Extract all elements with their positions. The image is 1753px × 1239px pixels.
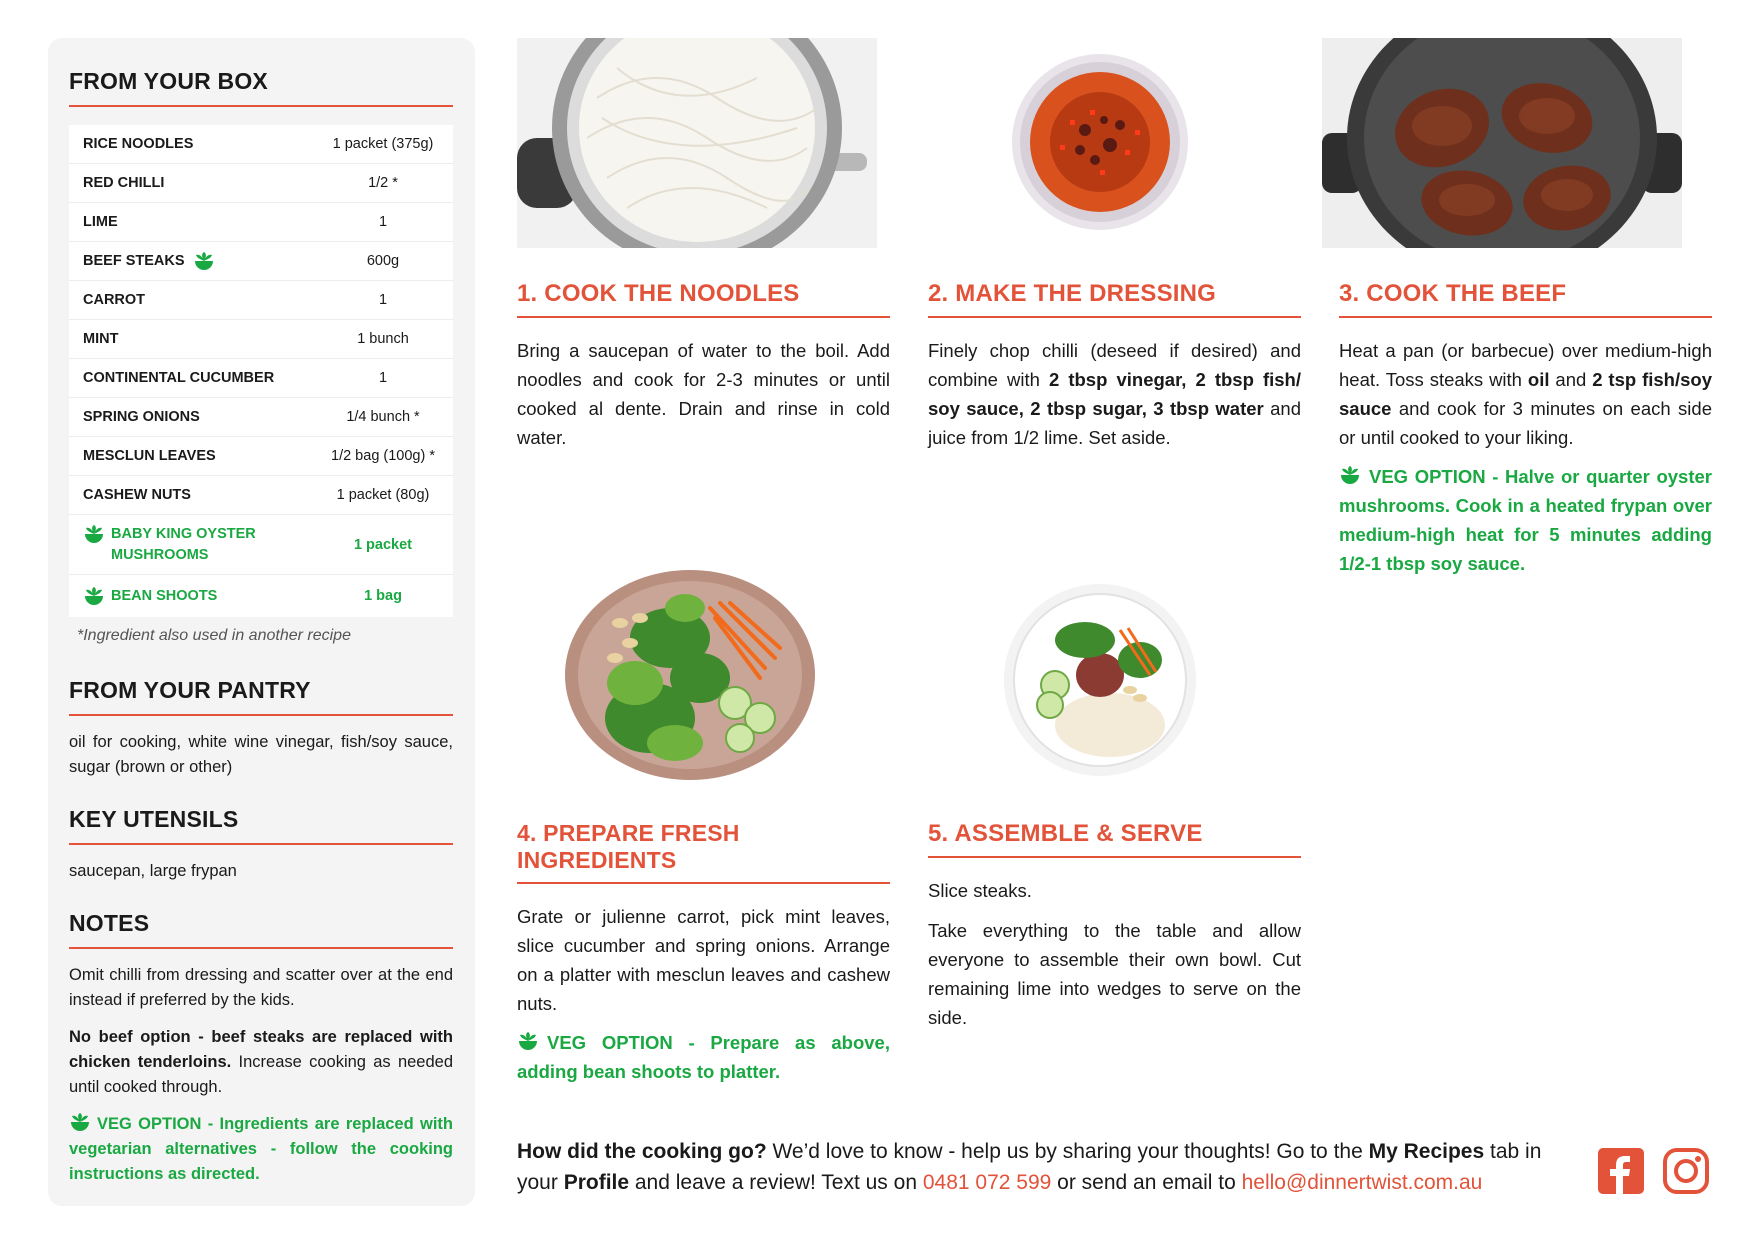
veg-leaf-icon (193, 252, 215, 270)
step-text-bold: 2 tbsp vinegar, 2 tbsp fish/ soy sauce, 2 tbsp sugar, 3 tbsp water (928, 369, 1301, 419)
phone-link[interactable]: 0481 072 599 (922, 1171, 1052, 1194)
notes-veg-option (69, 1112, 453, 1187)
pantry-text: oil for cooking, white wine vinegar, fish/soy sauce, sugar (brown or other) (69, 733, 453, 776)
notes-no-beef (69, 1025, 453, 1100)
step-text: and (1549, 369, 1593, 390)
ingredient-name-line1: BABY KING OYSTER (111, 525, 256, 542)
ingredient-name-text: BEAN SHOOTS (111, 588, 218, 604)
ingredient-row (69, 398, 453, 437)
ingredient-name: CASHEW NUTS (83, 487, 191, 503)
assembled-bowl-image (1000, 580, 1200, 780)
step-2 (928, 280, 1301, 452)
ingredient-row (69, 242, 453, 281)
footer-text: or send an email to (1051, 1171, 1242, 1194)
ingredient-name: CONTINENTAL CUCUMBER (83, 370, 275, 386)
notes-section (69, 910, 453, 1187)
utensils-heading: KEY UTENSILS (69, 806, 453, 845)
ingredient-row (69, 476, 453, 515)
footer-bold: Profile (563, 1171, 630, 1194)
ingredient-name: LIME (83, 214, 118, 230)
step-text: and cook for 3 minutes on each side or until cooked to your liking. (1339, 398, 1712, 448)
ingredient-name: RICE NOODLES (83, 136, 194, 152)
ingredient-row (69, 125, 453, 164)
facebook-icon[interactable] (1598, 1148, 1644, 1194)
ingredient-name-text (111, 524, 256, 566)
ingredient-qty: 1 packet (353, 536, 413, 553)
ingredient-row (69, 359, 453, 398)
step-body: Grate or julienne carrot, pick mint leaves, slice cucumber and spring onions. Arrange on a platter with mesclun leaves and cashew nuts. (517, 906, 890, 1014)
pantry-section (69, 677, 453, 780)
veg-leaf-icon (83, 525, 105, 543)
ingredient-name: CARROT (83, 292, 146, 308)
ingredient-qty: 1 packet (375g) (332, 136, 434, 152)
step-body (1339, 336, 1712, 452)
step-veg-option (517, 1028, 890, 1086)
ingredient-row (69, 320, 453, 359)
notes-no-beef-rest: Increase cooking as needed until cooked through. (69, 1053, 454, 1096)
footer-text: We’d love to know - help us by sharing your thoughts! Go to the (766, 1140, 1369, 1163)
ingredient-name (83, 524, 313, 566)
ingredient-row (69, 164, 453, 203)
footer-text: and leave a review! Text us on (629, 1171, 923, 1194)
ingredient-name: SPRING ONIONS (83, 409, 200, 425)
email-link[interactable]: hello@dinnertwist.com.au (1241, 1171, 1483, 1194)
ingredient-qty: 1 bunch (357, 331, 409, 347)
fresh-platter-image (560, 568, 820, 783)
step-veg-text: VEG OPTION - Prepare as above, adding bean shoots to platter. (517, 1032, 890, 1082)
ingredient-name: MINT (83, 331, 119, 347)
notes-veg-text: VEG OPTION - Ingredients are replaced with vegetarian alternatives - follow the cooking instructions as directed. (69, 1115, 453, 1183)
step-4 (517, 820, 890, 1086)
ingredient-qty: 1 packet (80g) (336, 487, 430, 503)
ingredient-footnote: *Ingredient also used in another recipe (77, 627, 351, 644)
ingredients-panel (48, 38, 475, 1206)
ingredient-row-veg (69, 515, 453, 575)
step-veg-text: VEG OPTION - Halve or quarter oyster mushrooms. Cook in a heated frypan over medium-high heat for 5 minutes adding 1/2-1 tbsp soy sauce. (1339, 466, 1712, 574)
box-heading: FROM YOUR BOX (69, 68, 453, 107)
step-body (928, 876, 1301, 1032)
ingredient-qty: 1 bag (364, 588, 402, 604)
ingredient-name-text: BEEF STEAKS (83, 253, 185, 269)
veg-leaf-icon (69, 1113, 91, 1131)
utensils-section (69, 806, 453, 884)
step-title: 2. MAKE THE DRESSING (928, 280, 1301, 318)
ingredient-qty: 1 (378, 370, 388, 386)
ingredient-qty: 1/2 bag (100g) * (331, 448, 435, 464)
utensils-text: saucepan, large frypan (69, 862, 237, 880)
step-text: Heat a pan (or barbecue) over medium-high heat. Toss steaks with (1339, 340, 1712, 390)
ingredient-qty: 1/4 bunch * (346, 409, 420, 425)
step-1 (517, 280, 890, 452)
beef-frypan-image (1322, 38, 1682, 248)
step-title: 5. ASSEMBLE & SERVE (928, 820, 1301, 858)
ingredient-qty: 1 (378, 214, 388, 230)
ingredients-table (69, 125, 453, 617)
step-body (928, 336, 1301, 452)
step-text: and juice from 1/2 lime. Set aside. (928, 398, 1301, 448)
step-title: 3. COOK THE BEEF (1339, 280, 1712, 318)
ingredient-name-line2: MUSHROOMS (111, 546, 209, 563)
ingredient-qty: 1/2 * (368, 175, 398, 191)
ingredient-name: RED CHILLI (83, 175, 165, 191)
dressing-bowl-image (1000, 50, 1200, 235)
ingredient-name (83, 587, 313, 605)
ingredient-name: MESCLUN LEAVES (83, 448, 216, 464)
step-5 (928, 820, 1301, 1032)
step-title: 1. COOK THE NOODLES (517, 280, 890, 318)
instagram-icon[interactable] (1663, 1148, 1709, 1194)
ingredient-qty: 600g (366, 253, 400, 269)
noodles-saucepan-image (517, 38, 877, 248)
ingredient-qty: 1 (378, 292, 388, 308)
veg-leaf-icon (83, 587, 105, 605)
step-text: Slice steaks. (928, 880, 1032, 901)
step-text-bold: oil (1527, 369, 1550, 390)
ingredient-row (69, 437, 453, 476)
step-text: Finely chop chilli (deseed if desired) and combine with (928, 340, 1301, 390)
notes-heading: NOTES (69, 910, 453, 949)
veg-leaf-icon (517, 1032, 539, 1050)
notes-no-beef-bold: No beef option - beef steaks are replaced with chicken tenderloins. (69, 1028, 453, 1071)
step-body: Bring a saucepan of water to the boil. Add noodles and cook for 2-3 minutes or until cooked al dente. Drain and rinse in cold water. (517, 340, 890, 448)
step-3 (1339, 280, 1712, 578)
step-title: 4. PREPARE FRESH INGREDIENTS (517, 820, 890, 884)
ingredient-row-veg (69, 575, 453, 617)
step-text-bold: 2 tsp fish/soy sauce (1339, 369, 1713, 419)
ingredient-name (83, 252, 313, 270)
pantry-heading: FROM YOUR PANTRY (69, 677, 453, 716)
step-text: Take everything to the table and allow everyone to assemble their own bowl. Cut remaining lime into wedges to serve on the side. (928, 920, 1301, 1028)
footer-text: tab in your (517, 1140, 1542, 1194)
notes-text: Omit chilli from dressing and scatter over at the end instead if preferred by the kids. (69, 966, 453, 1009)
footer-bold: My Recipes (1368, 1140, 1485, 1163)
feedback-footer (517, 1136, 1567, 1198)
ingredient-row (69, 281, 453, 320)
step-veg-option (1339, 462, 1712, 578)
ingredient-row (69, 203, 453, 242)
footer-question: How did the cooking go? (517, 1140, 767, 1163)
veg-leaf-icon (1339, 466, 1361, 484)
